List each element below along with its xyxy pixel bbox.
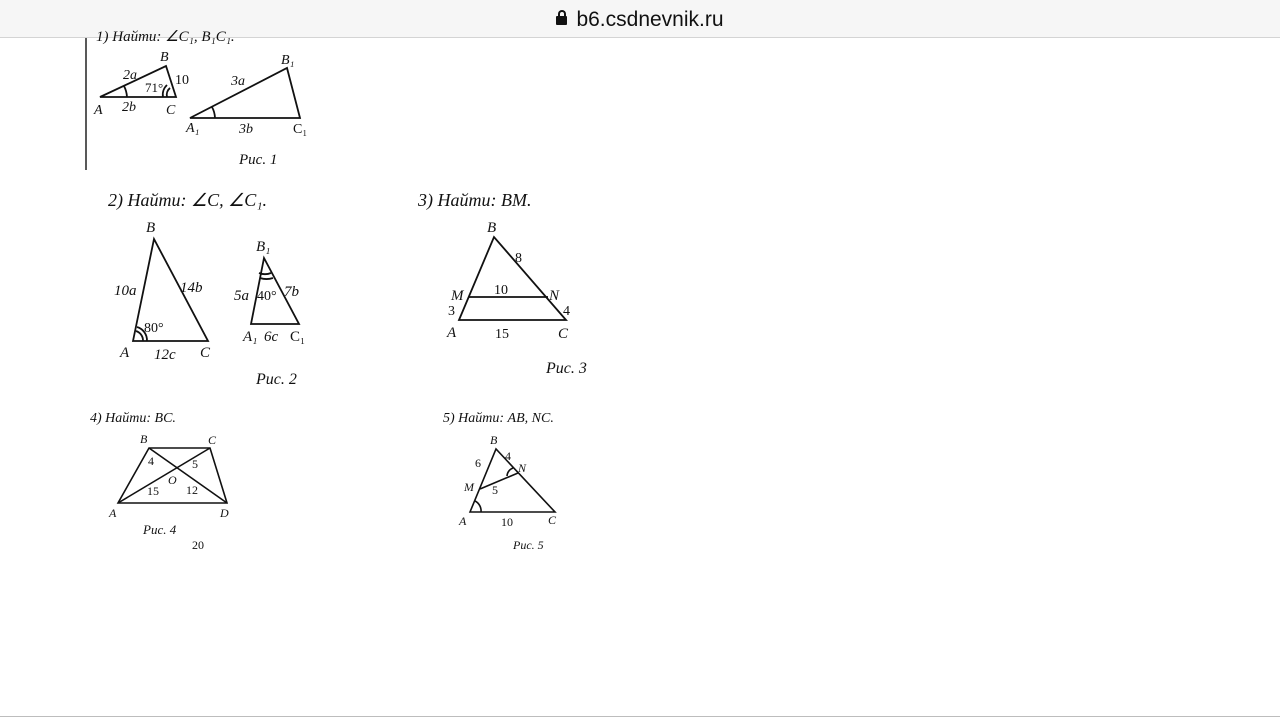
label-m-3: M xyxy=(451,288,464,304)
task-4 xyxy=(90,411,229,552)
value-do: 12 xyxy=(186,483,198,497)
label-a-2: A xyxy=(120,345,130,361)
label-c: C xyxy=(166,103,176,118)
label-a: A xyxy=(94,103,103,118)
value-ac-5: 10 xyxy=(501,515,513,529)
label-c1-2: C₁ xyxy=(290,329,306,345)
label-c-3: C xyxy=(558,326,569,342)
value-bn: 8 xyxy=(515,251,522,266)
label-a-5: A xyxy=(459,514,467,528)
label-a-3: A xyxy=(447,325,457,341)
task-3-heading: 3) Найти: BM. xyxy=(418,190,532,210)
value-bm: 6 xyxy=(475,456,481,470)
triangle-abc-3 xyxy=(459,237,566,320)
label-b: B xyxy=(160,50,169,65)
side-bc-2: 14b xyxy=(180,280,203,296)
figure-caption-1: Рис. 1 xyxy=(239,152,278,168)
value-bo: 4 xyxy=(148,454,154,468)
label-b-5: B xyxy=(490,433,498,447)
triangle-abc xyxy=(100,66,176,97)
label-c-2: C xyxy=(200,345,211,361)
value-ac: 15 xyxy=(495,327,509,342)
task-3 xyxy=(417,190,587,377)
label-a1: A₁ xyxy=(186,121,200,136)
textbook-page xyxy=(0,29,1280,552)
figure-caption-2: Рис. 2 xyxy=(256,371,297,388)
label-c-4: C xyxy=(208,433,217,447)
label-c1: C₁ xyxy=(293,122,308,137)
bottom-divider xyxy=(0,716,1280,717)
figure-caption-5: Рис. 5 xyxy=(513,538,544,552)
label-n-3: N xyxy=(549,288,560,304)
angle-arc-b1-2 xyxy=(260,278,273,279)
side-b1c1-2: 7b xyxy=(284,284,299,300)
task-5 xyxy=(443,411,557,552)
angle-c-value: 71° xyxy=(145,80,164,95)
angle-b1-value: 40° xyxy=(257,289,277,304)
value-ao: 15 xyxy=(147,484,159,498)
value-mn: 10 xyxy=(494,283,508,298)
angle-arc-a xyxy=(124,86,127,97)
value-nc: 4 xyxy=(563,304,570,319)
value-bn-5: 4 xyxy=(505,449,511,463)
page-number: 20 xyxy=(192,538,204,552)
angle-a-value: 80° xyxy=(144,321,164,336)
value-am: 3 xyxy=(448,304,455,319)
label-c-5: C xyxy=(548,513,557,527)
side-ac-2: 12c xyxy=(154,347,176,363)
label-a1-2: A₁ xyxy=(243,329,258,345)
label-m-5: M xyxy=(464,480,474,494)
figure-caption-4: Рис. 4 xyxy=(143,522,177,537)
side-a1b1-2: 5a xyxy=(234,288,249,304)
label-d-4: D xyxy=(220,506,229,520)
label-b-3: B xyxy=(487,220,497,236)
task-4-heading: 4) Найти: BC. xyxy=(90,411,176,426)
task-2 xyxy=(108,190,305,388)
task-1 xyxy=(93,29,307,168)
value-co: 5 xyxy=(192,457,198,471)
angle-arc-c-2 xyxy=(167,88,170,97)
label-b-2: B xyxy=(146,220,156,236)
figure-caption-3: Рис. 3 xyxy=(546,360,587,377)
side-a1c1: 3b xyxy=(239,122,253,137)
label-b1-2: B₁ xyxy=(256,239,271,255)
angle-arc-a1 xyxy=(212,107,215,118)
side-ab-2: 10a xyxy=(114,283,137,299)
angle-arc-a-2b xyxy=(136,331,143,341)
side-ac: 2b xyxy=(122,100,136,115)
label-o-4: O xyxy=(168,473,177,487)
label-b1: B₁ xyxy=(281,53,295,68)
url-text: b6.csdnevnik.ru xyxy=(576,8,724,31)
label-n-5: N xyxy=(518,461,527,475)
side-a1c1-2: 6c xyxy=(264,329,279,345)
side-bc: 10 xyxy=(175,73,189,88)
value-mn-5: 5 xyxy=(492,483,498,497)
triangle-a1b1c1 xyxy=(190,68,300,118)
triangle-abc-5 xyxy=(470,449,555,512)
angle-arc-b1-1 xyxy=(259,273,271,274)
side-ab: 2a xyxy=(123,68,137,83)
task-2-heading: 2) Найти: ∠C, ∠C₁. xyxy=(108,190,268,210)
side-a1b1: 3a xyxy=(231,74,245,89)
task-5-heading: 5) Найти: AB, NC. xyxy=(443,411,554,426)
task-1-heading: 1) Найти: ∠C₁, B₁C₁. xyxy=(96,29,235,45)
lock-icon xyxy=(556,16,567,25)
angle-arc-a-5 xyxy=(475,501,481,512)
label-b-4: B xyxy=(140,432,148,446)
label-a-4: A xyxy=(109,506,117,520)
